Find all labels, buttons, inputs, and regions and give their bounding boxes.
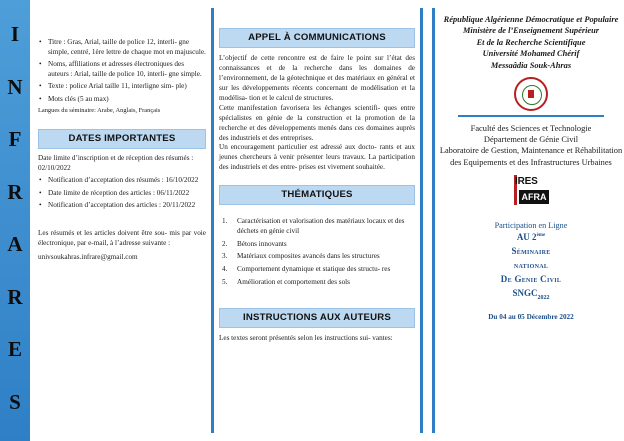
strip-letter: A <box>7 232 23 257</box>
contact-email[interactable]: univsoukahras.infrare@gmail.com <box>38 252 138 261</box>
lab-logo-icon: IRES AFRA <box>513 174 549 208</box>
strip-letter: N <box>7 74 23 99</box>
edition-number: AU 2ème <box>516 232 546 243</box>
seminar-genie-civil: De Genie Civil <box>500 274 562 285</box>
themes-list <box>219 217 415 287</box>
list-item: • Notification d’acceptation des articles : 20/11/2022 <box>38 201 206 211</box>
list-item: 3. Matériaux composites avancés dans les structures <box>222 252 380 261</box>
list-item: • Texte : police Arial taille 11, interligne sim- ple) <box>38 82 206 92</box>
thematique-banner: THÉMATIQUES <box>219 185 415 205</box>
strip-letter: R <box>7 179 23 204</box>
langues-text: Langues du séminaire: Arabe, Anglais, Français <box>38 107 161 114</box>
format-and-dates-column <box>38 0 206 441</box>
laboratory-name: Laboratoire de Gestion, Maintenance et Réhabilitation des Equipements et des Infrastructures Urbaines <box>439 146 623 167</box>
column-divider <box>420 8 423 433</box>
strip-letter: S <box>9 389 21 414</box>
dates-intro: Date limite d’inscription et de réception des résumés : 02/10/2022 <box>38 154 194 172</box>
department-name: Département de Génie Civil <box>483 135 579 145</box>
recherche-heading: Et de la Recherche Scientifique <box>476 37 586 47</box>
participation-mode: Participation en Ligne <box>494 221 568 231</box>
column-divider <box>211 8 214 433</box>
strip-letter: F <box>8 127 22 152</box>
strip-letter: E <box>7 337 22 362</box>
cover-column <box>438 0 624 441</box>
ministere-heading: Ministère de l’Enseignement Supérieur <box>462 26 600 36</box>
seminar-acronym: $SNGC_{2022}$ <box>512 288 550 301</box>
column-divider <box>432 8 435 433</box>
list-item: 2. Bétons innovants <box>222 239 287 248</box>
seal-divider <box>458 115 604 117</box>
appel-paragraph: L’objectif de cette rencontre est de faire le point sur l’état des connaissances et de la recherche dans les domaines de l’environnement, de la géotechnique et des matériaux en général et sur les développements récents concernant de modélisation et la modélisa- tion et le calcul de structures. <box>219 54 415 102</box>
seminar-dates: Du 04 au 05 Décembre 2022 <box>488 313 574 322</box>
dates-banner: DATES IMPORTANTES <box>38 129 206 149</box>
list-item: 1. Caractérisation et valorisation des matériaux locaux et des déchets en génie civil <box>222 217 405 235</box>
strip-letter: I <box>10 22 20 46</box>
list-item: • Noms, affiliations et adresses électroniques des auteurs : Arial, taille de police 10, interli- gne simple. <box>38 60 206 79</box>
university-seal-icon <box>514 77 548 111</box>
university-name: Université Mohamed Chérif <box>482 49 580 59</box>
instructions-text: Les textes seront présentés selon les instructions sui- vantes: <box>219 333 393 342</box>
seminar-title: Séminaire <box>511 246 551 257</box>
list-item: • Date limite de réception des articles : 06/11/2022 <box>38 189 206 199</box>
appel-paragraph: Cette manifestation favorisera les échanges scientifi- ques entre spécialistes en génie de la construction et la promotion de la recherche et des développements menés dans ces domaines auprès des industriels et des entreprises. <box>219 103 415 142</box>
call-for-papers-column <box>219 0 415 441</box>
list-item: 5. Amélioration et comportement des sols <box>222 277 350 286</box>
university-location: Messaâdia Souk-Ahras <box>490 60 572 70</box>
seminar-national: national <box>513 260 549 271</box>
appel-banner: APPEL À COMMUNICATIONS <box>219 28 415 48</box>
republique-heading: République Algérienne Démocratique et Populaire <box>443 15 619 24</box>
list-item: • Mots clés (5 au max) <box>38 95 206 105</box>
list-item: • Notification d’acceptation des résumés : 16/10/2022 <box>38 176 206 186</box>
list-item: 4. Comportement dynamique et statique des structu- res <box>222 265 391 274</box>
faculty-name: Faculté des Sciences et Technologie <box>470 123 592 133</box>
infrares-strip <box>0 0 30 441</box>
appel-paragraph: Un encouragement particulier est adressé aux docto- rants et aux jeunes chercheurs à venir présenter leurs travaux. La participation des industriels et des entre- prises est vivement souhaitée. <box>219 143 415 172</box>
submission-text: Les résumés et les articles doivent être sou- mis par voie électronique, par e-mail, à l’adresse suivante : <box>38 228 206 247</box>
format-list <box>38 38 206 104</box>
list-item: • Titre : Gras, Arial, taille de police 12, interli- gne simple, centré, 1ère lettre de chaque mot en majuscule. <box>38 38 206 57</box>
dates-list <box>38 176 206 211</box>
instructions-banner: INSTRUCTIONS AUX AUTEURS <box>219 308 415 328</box>
strip-letter: R <box>7 284 23 309</box>
